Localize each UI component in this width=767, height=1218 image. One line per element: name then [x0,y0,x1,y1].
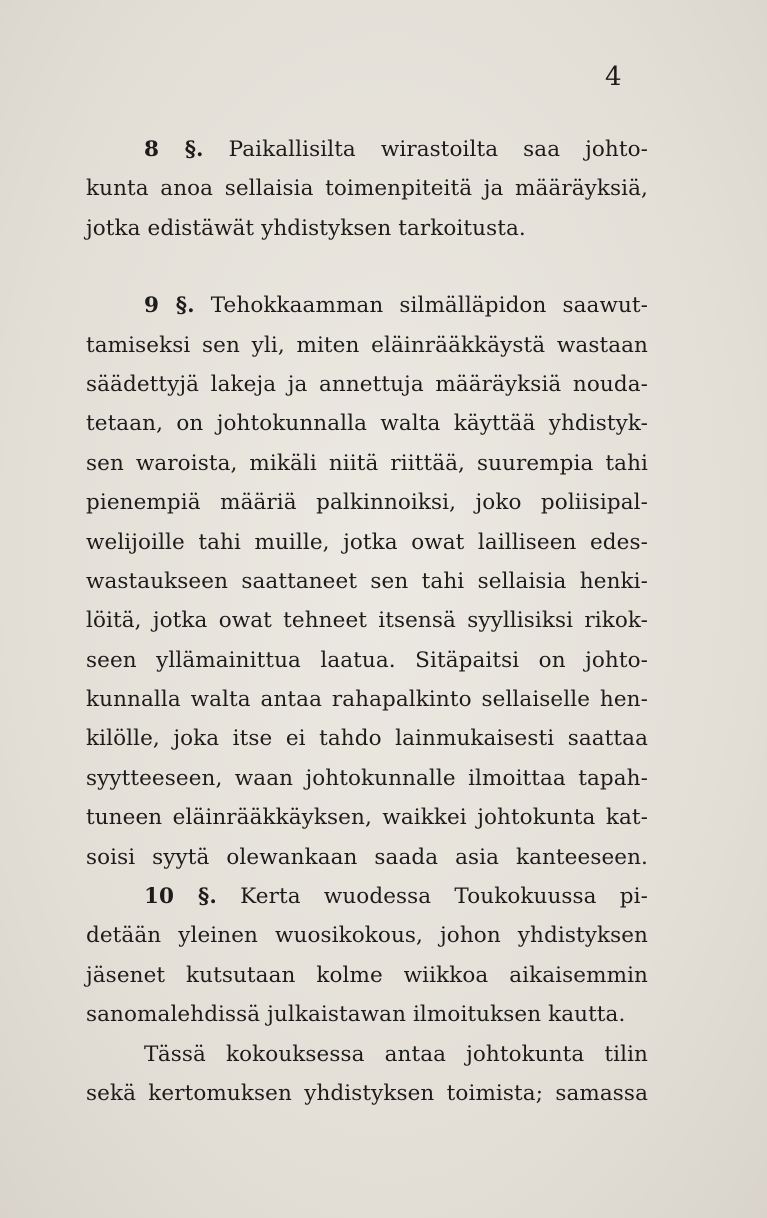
paragraph-line: pienempiä määriä palkinnoiksi, joko poliisipal- [86,490,648,516]
paragraph-line: sen waroista, mikäli niitä riittää, suurempia tahi [86,450,648,476]
paragraph-line: säädettyjä lakeja ja annettuja määräyksiä nouda- [86,371,648,397]
paragraph-line: sanomalehdissä julkaistawan ilmoituksen kautta. [86,1002,626,1028]
section-9 [86,286,648,877]
section-8 [86,130,648,248]
paragraph-line: jotka edistäwät yhdistyksen tarkoitusta. [86,215,526,241]
paragraph-line: Tässä kokouksessa antaa johtokunta tilin [144,1041,648,1067]
section-mark: 8 §. [144,137,204,162]
paragraph-line [86,286,648,325]
paragraph-line: tetaan, on johtokunnalla walta käyttää yhdistyk- [86,411,648,437]
section-mark: 10 §. [144,884,217,910]
paragraph-line: kilölle, joka itse ei tahdo lainmukaisesti saattaa [86,726,648,752]
paragraph-line: syytteeseen, waan johtokunnalle ilmoittaa tapah- [86,765,648,791]
paragraph-line [86,130,648,169]
paragraph-line: tamiseksi sen yli, miten eläinrääkkäystä wastaan [86,332,648,358]
page-number: 4 [605,62,622,92]
section-10 [86,877,648,1113]
line-text: Kerta wuodessa Toukokuussa pi- [240,884,649,910]
paragraph-line: detään yleinen wuosikokous, johon yhdistyksen [86,923,648,949]
paragraph-line: sekä kertomuksen yhdistyksen toimista; samassa [86,1080,648,1106]
paragraph-line: tuneen eläinrääkkäyksen, waikkei johtokunta kat- [86,805,648,831]
line-text: Tehokkaamman silmälläpidon saawut- [210,293,649,319]
paragraph-line: kunnalla walta antaa rahapalkinto sellaiselle hen- [86,687,648,713]
paragraph-line: seen yllämainittua laatua. Sitäpaitsi on johto- [86,647,648,673]
paragraph-line: wastaukseen saattaneet sen tahi sellaisia henki- [86,568,648,594]
paragraph-line: jäsenet kutsutaan kolme wiikkoa aikaisemmin [86,962,648,988]
line-text: Paikallisilta wirastoilta saa johto- [228,137,649,162]
section-gap [86,248,648,286]
document-body [86,130,648,1113]
paragraph-line: welijoille tahi muille, jotka owat lailliseen edes- [86,529,648,555]
paragraph-line: kunta anoa sellaisia toimenpiteitä ja määräyksiä, [86,176,648,202]
section-mark: 9 §. [144,293,195,319]
paragraph-line [86,877,648,916]
paragraph-line: löitä, jotka owat tehneet itsensä syyllisiksi rikok- [86,608,648,634]
paragraph-line: soisi syytä olewankaan saada asia kanteeseen. [86,844,648,870]
